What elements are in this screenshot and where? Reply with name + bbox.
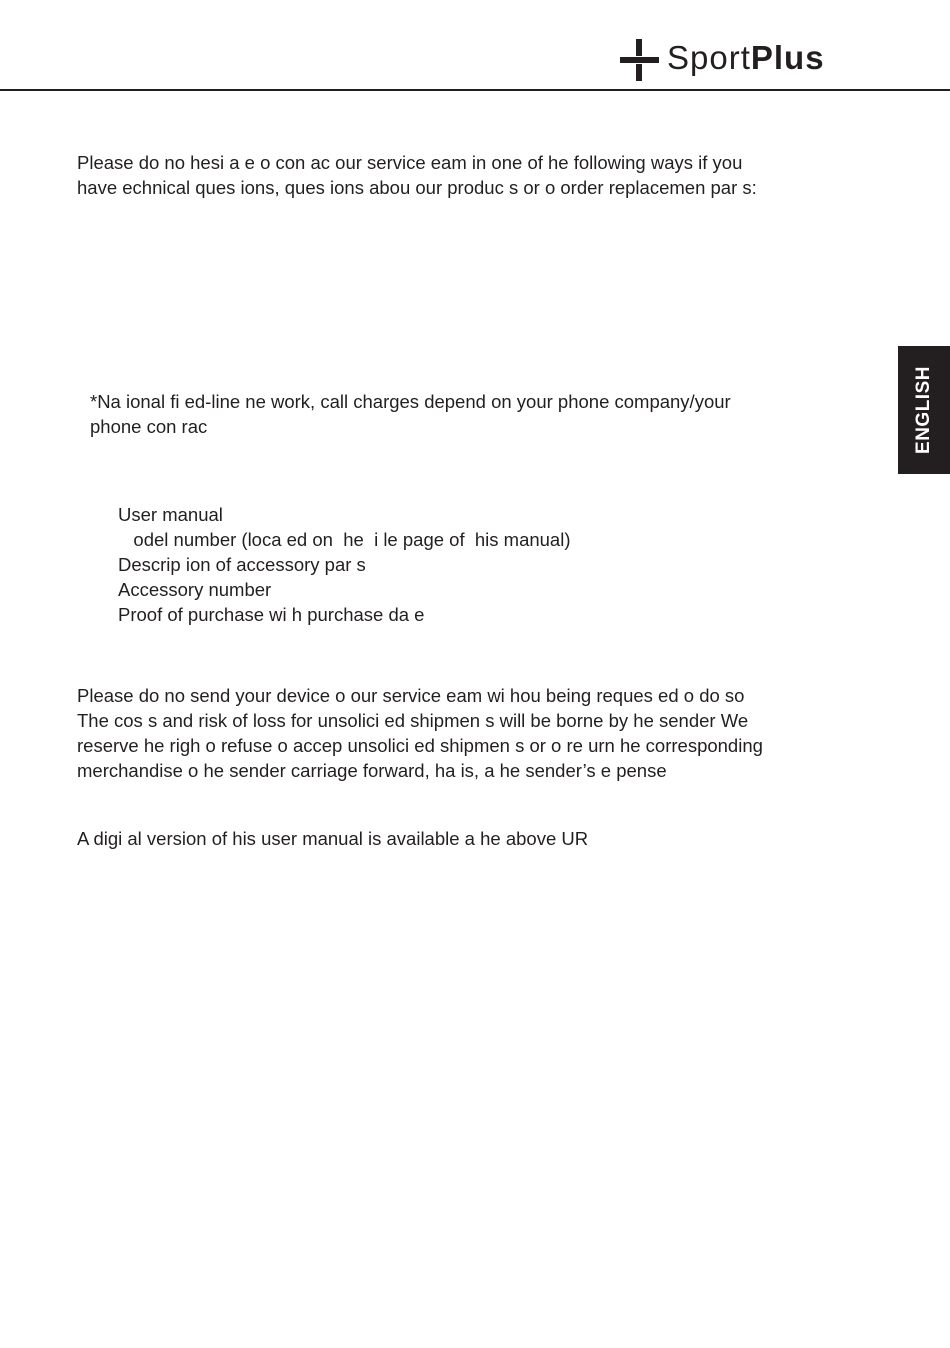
shipping-line: Please do no send your device o our service eam wi hou being reques ed o do so (77, 685, 745, 706)
call-charges-footnote (90, 389, 731, 439)
list-item: User manual (118, 504, 223, 525)
shipping-line: merchandise o he sender carriage forward, ha is, a he sender’s e pense (77, 760, 667, 781)
page-header (0, 0, 950, 91)
footnote-line: phone con rac (90, 416, 208, 437)
service-intro-paragraph (77, 150, 757, 200)
intro-line: Please do no hesi a e o con ac our service eam in one of he following ways if you (77, 152, 743, 173)
intro-line: have echnical ques ions, ques ions abou our produc s or o order replacemen par s: (77, 177, 757, 198)
sportplus-logo (618, 36, 880, 82)
list-item: Proof of purchase wi h purchase da e (118, 604, 425, 625)
shipping-line: The cos s and risk of loss for unsolici ed shipmen s will be borne by he sender We (77, 710, 749, 731)
digital-version-paragraph (77, 826, 588, 851)
language-tab-label: ENGLISH (913, 366, 934, 454)
digital-version-line: A digi al version of his user manual is available a he above UR (77, 828, 589, 849)
language-tab (898, 346, 950, 474)
sportplus-cross-logo-icon (618, 38, 662, 82)
brand-name-bold: Plus (750, 39, 825, 76)
list-item: Accessory number (118, 579, 272, 600)
brand-name-light: Sport (667, 39, 751, 76)
shipping-line: reserve he righ o refuse o accep unsolici ed shipmen s or o re urn he corresponding (77, 735, 763, 756)
required-info-list (118, 502, 571, 627)
brand-name (667, 38, 825, 78)
footnote-line: *Na ional fi ed-line ne work, call charges depend on your phone company/your (90, 391, 731, 412)
list-item: odel number (loca ed on he i le page of his manual) (118, 529, 571, 550)
list-item: Descrip ion of accessory par s (118, 554, 366, 575)
header-divider (0, 89, 950, 91)
shipping-notice-paragraph (77, 683, 763, 783)
